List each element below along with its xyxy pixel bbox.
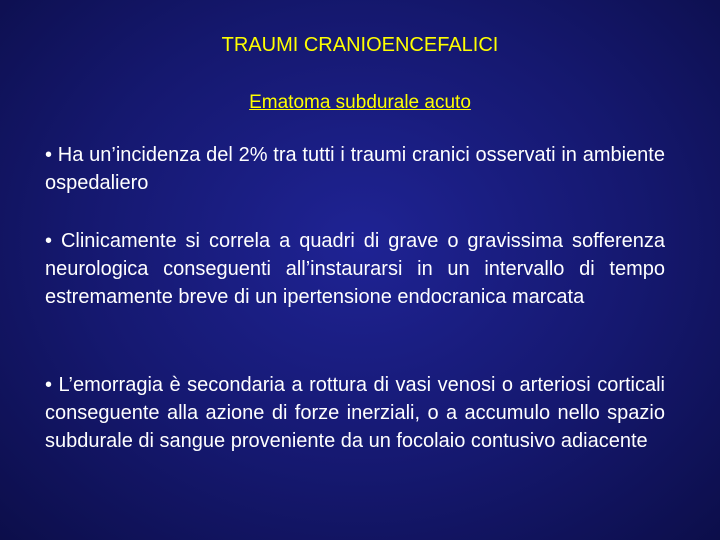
bullet-item: • L’emorragia è secondaria a rottura di vasi venosi o arteriosi corticali conseguente alla azione di forze inerziali, o a accumulo nello spazio subdurale di sangue proveniente da un focolaio contusivo adiacente	[45, 374, 665, 452]
slide-subtitle: Ematoma subdurale acuto	[249, 92, 471, 113]
bullet-item: • Ha un’incidenza del 2% tra tutti i traumi cranici osservati in ambiente ospedaliero	[45, 144, 665, 194]
slide-title: TRAUMI CRANIOENCEFALICI	[221, 34, 499, 56]
bullet-item: • Clinicamente si correla a quadri di grave o gravissima sofferenza neurologica conseguenti all’instaurarsi in un intervallo di tempo estremamente breve di un ipertensione endocranica marcata	[45, 230, 665, 308]
